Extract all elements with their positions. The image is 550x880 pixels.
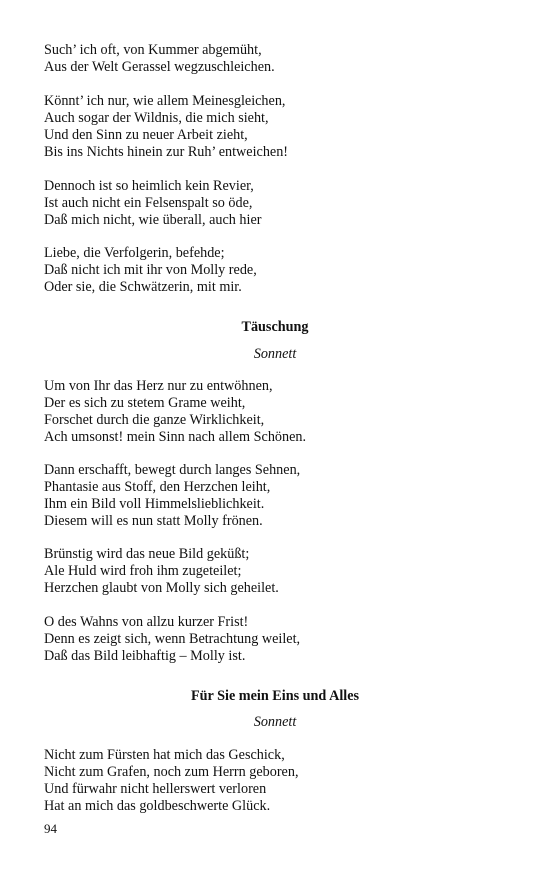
stanza (44, 747, 514, 815)
stanza (44, 378, 514, 446)
stanza (44, 42, 514, 76)
verse-line: Daß nicht ich mit ihr von Molly rede, (44, 262, 257, 278)
stanza (44, 93, 514, 161)
verse-line: Um von Ihr das Herz nur zu entwöhnen, (44, 378, 273, 394)
verse-line: Brünstig wird das neue Bild geküßt; (44, 546, 250, 562)
verse-line: Dennoch ist so heimlich kein Revier, (44, 178, 254, 194)
verse-line: Herzchen glaubt von Molly sich geheilet. (44, 580, 279, 596)
verse-line: Hat an mich das goldbeschwerte Glück. (44, 798, 271, 814)
verse-line: Denn es zeigt sich, wenn Betrachtung weilet, (44, 631, 301, 647)
verse-line: Und fürwahr nicht hellerswert verloren (44, 781, 267, 797)
verse-line: Ist auch nicht ein Felsenspalt so öde, (44, 195, 253, 211)
poem-title: Für Sie mein Eins und Alles (190, 688, 360, 704)
verse-line: Könnt’ ich nur, wie allem Meinesgleichen, (44, 93, 286, 109)
verse-line: Such’ ich oft, von Kummer abgemüht, (44, 42, 262, 58)
stanza (44, 245, 514, 296)
verse-line: Nicht zum Grafen, noch zum Herrn geboren, (44, 764, 299, 780)
verse-line: Liebe, die Verfolgerin, befehde; (44, 245, 225, 261)
stanza (44, 546, 514, 597)
stanza (44, 462, 514, 530)
verse-line: Aus der Welt Gerassel wegzuschleichen. (44, 59, 275, 75)
page-number: 94 (44, 821, 57, 836)
verse-line: Bis ins Nichts hinein zur Ruh’ entweichen! (44, 144, 289, 160)
poem-subtitle: Sonnett (253, 714, 297, 730)
verse-line: Diesem will es nun statt Molly frönen. (44, 513, 263, 529)
poem-title: Täuschung (241, 319, 309, 335)
verse-line: Und den Sinn zu neuer Arbeit zieht, (44, 127, 248, 143)
verse-line: Ach umsonst! mein Sinn nach allem Schönen. (44, 429, 307, 445)
verse-line: Forschet durch die ganze Wirklichkeit, (44, 412, 265, 428)
verse-line: Der es sich zu stetem Grame weiht, (44, 395, 246, 411)
verse-line: Ihm ein Bild voll Himmelslieblichkeit. (44, 496, 265, 512)
verse-line: Daß das Bild leibhaftig – Molly ist. (44, 648, 246, 664)
verse-line: Daß mich nicht, wie überall, auch hier (44, 212, 262, 228)
verse-line: O des Wahns von allzu kurzer Frist! (44, 614, 249, 630)
verse-line: Dann erschafft, bewegt durch langes Sehnen, (44, 462, 301, 478)
verse-line: Nicht zum Fürsten hat mich das Geschick, (44, 747, 285, 763)
stanza (44, 178, 514, 229)
verse-line: Auch sogar der Wildnis, die mich sieht, (44, 110, 269, 126)
verse-line: Ale Huld wird froh ihm zugeteilet; (44, 563, 242, 579)
verse-line: Oder sie, die Schwätzerin, mit mir. (44, 279, 242, 295)
poem-subtitle: Sonnett (253, 346, 297, 362)
verse-line: Phantasie aus Stoff, den Herzchen leiht, (44, 479, 271, 495)
stanza (44, 614, 514, 665)
